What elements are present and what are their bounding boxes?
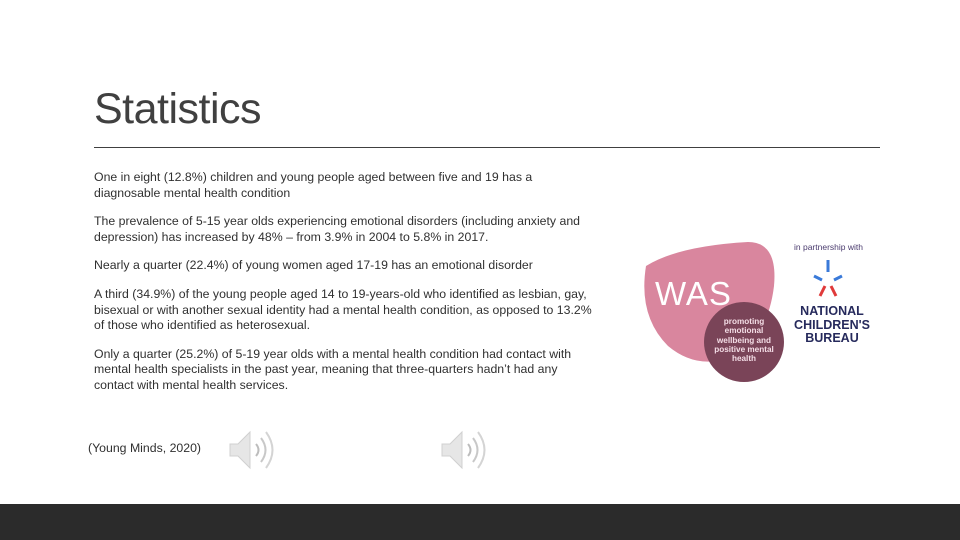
footer-bar — [0, 504, 960, 540]
ncb-star-icon — [814, 260, 842, 296]
was-logo-text: WAS — [655, 275, 732, 312]
paragraph: The prevalence of 5-15 year olds experiencing emotional disorders (including anxiety and depression) has increased by 48% – from 3.9% in 2004 to 5.8% in 2017. — [94, 214, 581, 244]
slide-title: Statistics — [94, 85, 262, 133]
was-tagline: promoting emotional wellbeing and positive mental health — [714, 317, 774, 364]
slide-body — [94, 170, 594, 407]
paragraph: One in eight (12.8%) children and young people aged between five and 19 has a diagnosable mental health condition — [94, 170, 533, 200]
speaker-icon[interactable] — [228, 428, 276, 472]
citation: (Young Minds, 2020) — [88, 441, 202, 455]
title-divider — [94, 147, 880, 148]
partner-text: in partnership with — [794, 242, 863, 252]
paragraph: A third (34.9%) of the young people aged 14 to 19-years-old who identified as lesbian, gay, bisexual or with another sexual identity had a mental health condition, as opposed to 13.2% of those who identified as heterosexual. — [94, 286, 592, 333]
paragraph: Nearly a quarter (22.4%) of young women aged 17-19 has an emotional disorder — [94, 258, 533, 273]
paragraph: Only a quarter (25.2%) of 5-19 year olds with a mental health condition had contact with mental health specialists in the past year, meaning that three-quarters hadn’t had any contact with mental health services. — [94, 346, 572, 392]
speaker-icon[interactable] — [440, 428, 488, 472]
ncb-logo-text: NATIONAL CHILDREN'S BUREAU — [794, 304, 870, 345]
